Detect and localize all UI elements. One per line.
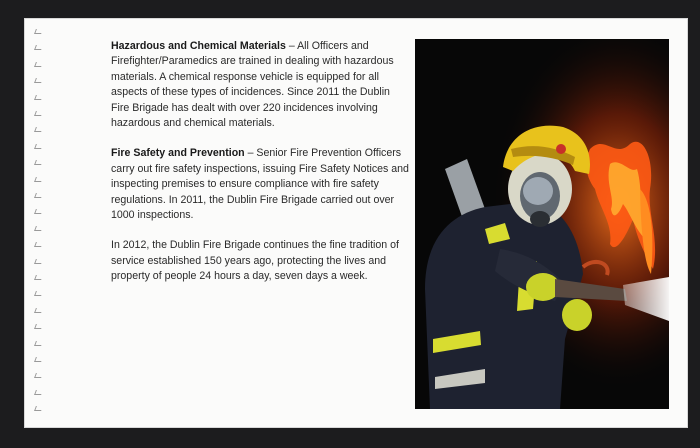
binding-tick bbox=[34, 62, 43, 67]
binding-tick bbox=[34, 373, 43, 378]
binding-tick bbox=[34, 357, 43, 362]
binding-tick bbox=[34, 95, 43, 100]
firefighter-illustration bbox=[415, 39, 669, 409]
binding-tick bbox=[34, 406, 43, 411]
binding-tick bbox=[34, 209, 43, 214]
binding-tick bbox=[34, 177, 43, 182]
binding-tick bbox=[34, 29, 43, 34]
spiral-binding bbox=[33, 29, 45, 421]
binding-tick bbox=[34, 324, 43, 329]
binding-tick bbox=[34, 144, 43, 149]
text-column bbox=[111, 39, 411, 300]
section-hazardous-materials bbox=[111, 39, 411, 131]
section-heading: Fire Safety and Prevention bbox=[111, 147, 245, 160]
binding-tick bbox=[34, 127, 43, 132]
binding-tick bbox=[34, 242, 43, 247]
binding-tick bbox=[34, 226, 43, 231]
document-page bbox=[24, 18, 688, 428]
binding-tick bbox=[34, 390, 43, 395]
section-body: In 2012, the Dublin Fire Brigade continues the fine tradition of service established 150 years ago, protecting the lives and property of people 24 hours a day, seven days a week. bbox=[111, 239, 399, 283]
section-body: – All Officers and Firefighter/Paramedics are trained in dealing with hazardous materials. A chemical response vehicle is equipped for all aspects of these types of incidences. Since 2011 the Dublin Fire Brigade has dealt with over 220 incidences involving hazardous and chemical materials. bbox=[111, 40, 394, 130]
binding-tick bbox=[34, 111, 43, 116]
binding-tick bbox=[34, 259, 43, 264]
firefighter-photo bbox=[415, 39, 669, 409]
binding-tick bbox=[34, 308, 43, 313]
section-closing bbox=[111, 238, 411, 284]
binding-tick bbox=[34, 160, 43, 165]
section-fire-safety bbox=[111, 146, 411, 223]
section-body: – Senior Fire Prevention Officers carry out fire safety inspections, issuing Fire Safety Notices and inspecting premises to ensure compliance with fire safety regulations. In 2011, the Dublin Fire Brigade carried out over 1000 inspections. bbox=[111, 147, 409, 222]
binding-tick bbox=[34, 291, 43, 296]
binding-tick bbox=[34, 45, 43, 50]
binding-tick bbox=[34, 275, 43, 280]
section-heading: Hazardous and Chemical Materials bbox=[111, 40, 286, 52]
binding-tick bbox=[34, 78, 43, 83]
binding-tick bbox=[34, 341, 43, 346]
binding-tick bbox=[34, 193, 43, 198]
